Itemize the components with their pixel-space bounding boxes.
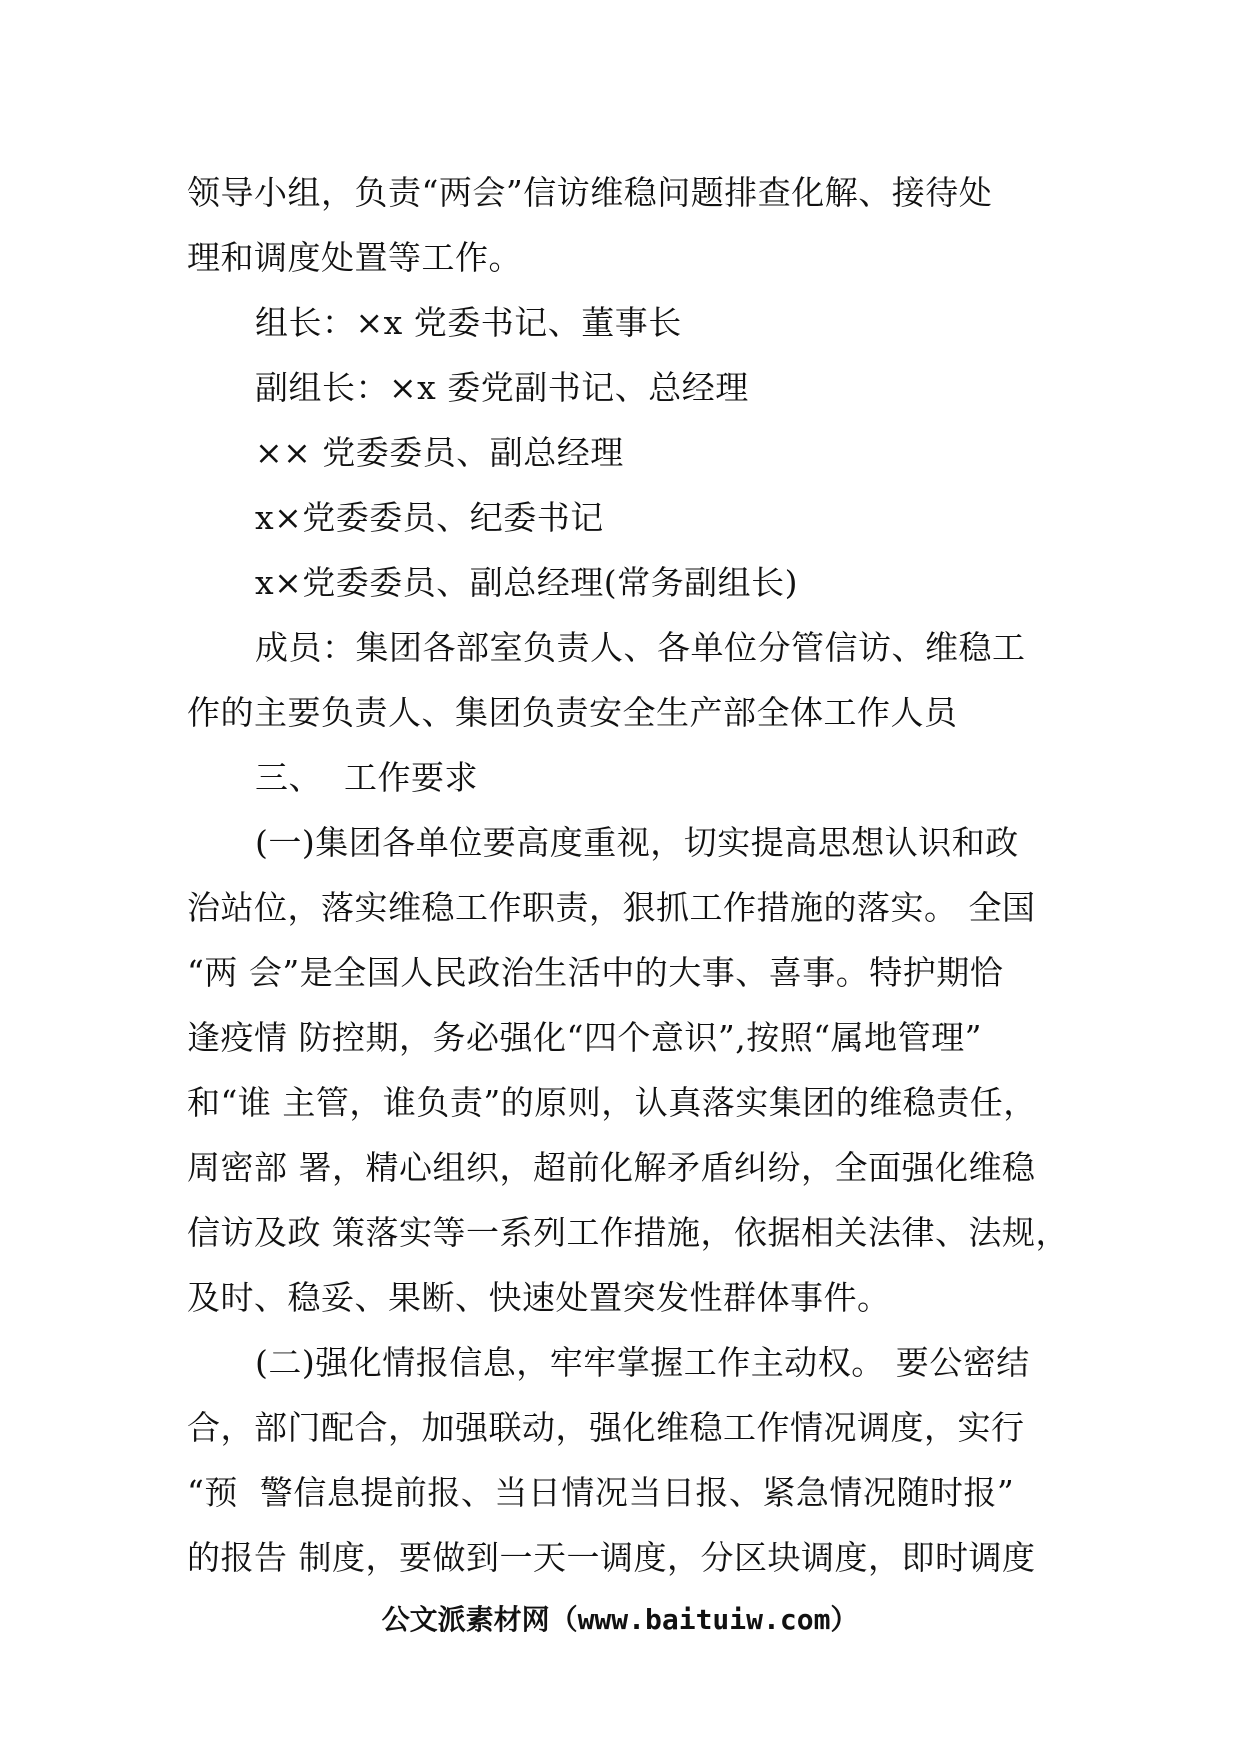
paragraph-line: “预 警信息提前报、当日情况当日报、紧急情况随时报” xyxy=(187,1473,1015,1512)
paragraph-line: 及时、稳妥、果断、快速处置突发性群体事件。 xyxy=(187,1278,891,1317)
member-line: ×× 党委委员、副总经理 xyxy=(255,433,624,472)
section-heading: 三、 工作要求 xyxy=(255,758,478,797)
paragraph-line: 信访及政 策落实等一系列工作措施，依据相关法律、法规， xyxy=(187,1213,1069,1252)
paragraph-line: 和“谁 主管，谁负责”的原则，认真落实集团的维稳责任， xyxy=(187,1083,1037,1122)
paragraph-line: 治站位，落实维稳工作职责，狠抓工作措施的落实。 全国 xyxy=(187,888,1036,927)
paragraph-line: 合，部门配合，加强联动，强化维稳工作情况调度，实行 xyxy=(187,1408,1025,1447)
body-line: 作的主要负责人、集团负责安全生产部全体工作人员 xyxy=(187,693,958,732)
body-line: 领导小组，负责“两会”信访维稳问题排查化解、接待处 xyxy=(187,173,993,212)
member-line: x×党委委员、纪委书记 xyxy=(255,498,604,537)
member-line: x×党委委员、副总经理(常务副组长) xyxy=(255,563,799,602)
footer-watermark: 公文派素材网（www.baituiw.com） xyxy=(381,1603,859,1636)
deputy-leader-line: 副组长：×x 委党副书记、总经理 xyxy=(255,368,749,407)
document-body xyxy=(187,160,1087,1590)
paragraph-line: 逢疫情 防控期，务必强化“四个意识”,按照“属地管理” xyxy=(187,1018,982,1057)
members-line: 成员：集团各部室负责人、各单位分管信访、维稳工 xyxy=(255,628,1026,667)
paragraph-line: (一)集团各单位要高度重视，切实提高思想认识和政 xyxy=(255,823,1019,862)
paragraph-line: 周密部 署，精心组织，超前化解矛盾纠纷，全面强化维稳 xyxy=(187,1148,1036,1187)
leader-line: 组长：×x 党委书记、董事长 xyxy=(255,303,682,342)
body-line: 理和调度处置等工作。 xyxy=(187,238,522,277)
paragraph-line: (二)强化情报信息，牢牢掌握工作主动权。 要公密结 xyxy=(255,1343,1030,1382)
paragraph-line: 的报告 制度，要做到一天一调度，分区块调度，即时调度 xyxy=(187,1538,1036,1577)
paragraph-line: “两 会”是全国人民政治生活中的大事、喜事。特护期恰 xyxy=(187,953,1004,992)
